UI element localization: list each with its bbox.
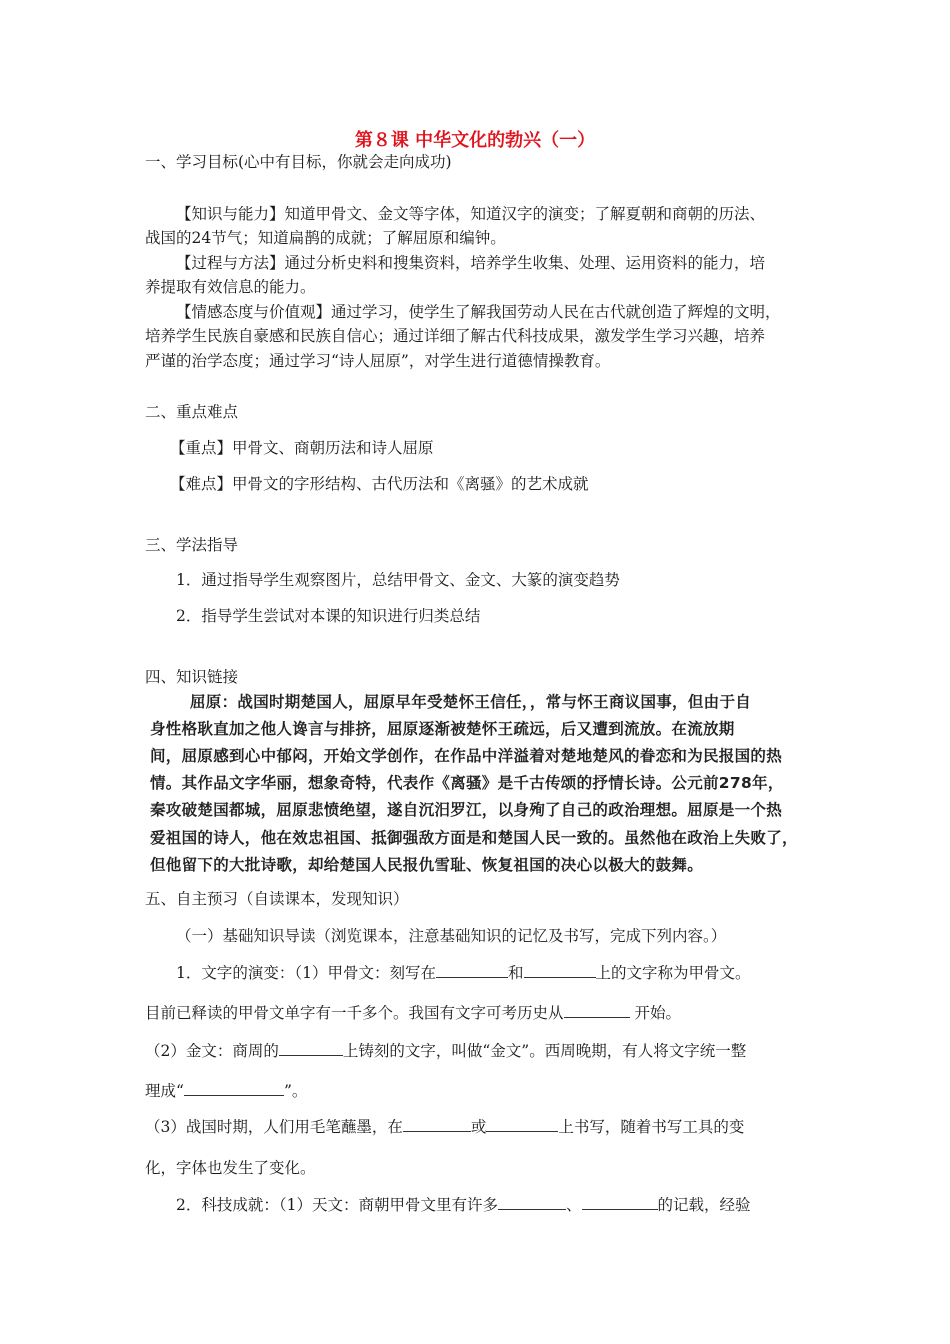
section-heading-self-study: 五、自主预习（自读课本，发现知识） bbox=[145, 890, 409, 908]
question-oracle-count bbox=[145, 1003, 681, 1023]
emotion-values-line-3: 严谨的治学态度；通过学习“诗人屈原”，对学生进行道德情操教育。 bbox=[145, 352, 611, 370]
question-text: 理成“ bbox=[145, 1082, 184, 1100]
quyuan-paragraph-line-5: 秦攻破楚国都城，屈原悲愤绝望，遂自沉汨罗江，以身殉了自己的政治理想。屈原是一个热 bbox=[150, 801, 783, 819]
basic-knowledge-intro: （一）基础知识导读（浏览课本，注意基础知识的记忆及书写，完成下列内容。） bbox=[176, 927, 727, 945]
fill-blank[interactable] bbox=[524, 963, 596, 978]
question-text: 1．文字的演变：（1）甲骨文：刻写在 bbox=[176, 964, 436, 982]
question-warring-states-writing bbox=[145, 1117, 744, 1137]
question-text: 上书写，随着书写工具的变 bbox=[558, 1118, 745, 1136]
quyuan-paragraph-line-6: 爱祖国的诗人，他在效忠祖国、抵御强敌方面是和楚国人民一致的。虽然他在政治上失败了， bbox=[150, 829, 798, 847]
process-method-line-1: 【过程与方法】通过分析史料和搜集资料，培养学生收集、处理、运用资料的能力，培 bbox=[176, 254, 766, 272]
question-science-astronomy bbox=[176, 1195, 751, 1215]
quyuan-paragraph-line-3: 间，屈原感到心中郁闷，开始文学创作，在作品中洋溢着对楚地楚风的眷恋和为民报国的热 bbox=[150, 747, 783, 765]
fill-blank[interactable] bbox=[564, 1003, 630, 1018]
quyuan-paragraph-line-2: 身性格耿直加之他人谗言与排挤，屈原逐渐被楚怀王疏远，后又遭到流放。在流放期 bbox=[150, 720, 735, 738]
fill-blank[interactable] bbox=[184, 1081, 284, 1096]
question-writing-evolution bbox=[176, 963, 751, 983]
process-method-line-2: 养提取有效信息的能力。 bbox=[145, 278, 316, 296]
emotion-values-line-1: 【情感态度与价值观】通过学习，使学生了解我国劳动人民在古代就创造了辉煌的文明， bbox=[176, 303, 781, 321]
fill-blank[interactable] bbox=[486, 1117, 558, 1132]
question-text: 上铸刻的文字，叫做“金文”。西周晚期，有人将文字统一整 bbox=[342, 1042, 747, 1060]
emotion-values-line-2: 培养学生民族自豪感和民族自信心；通过详细了解古代科技成果，激发学生学习兴趣，培养 bbox=[145, 327, 766, 345]
section-heading-knowledge-link: 四、知识链接 bbox=[145, 668, 239, 686]
quyuan-paragraph-line-1: 屈原：战国时期楚国人，屈原早年受楚怀王信任，，常与怀王商议国事，但由于自 bbox=[190, 693, 752, 711]
lesson-title: 第８课 中华文化的勃兴（一） bbox=[354, 130, 596, 151]
question-text: 或 bbox=[470, 1118, 487, 1136]
knowledge-ability-line-1: 【知识与能力】知道甲骨文、金文等字体，知道汉字的演变；了解夏朝和商朝的历法、 bbox=[176, 205, 766, 223]
study-guide-item-2: 2．指导学生尝试对本课的知识进行归类总结 bbox=[176, 607, 481, 625]
knowledge-ability-line-2: 战国的24节气；知道扁鹊的成就；了解屈原和编钟。 bbox=[145, 229, 506, 247]
question-script-change: 化，字体也发生了变化。 bbox=[145, 1159, 316, 1177]
fill-blank[interactable] bbox=[498, 1195, 566, 1210]
difficulty-text: 【难点】甲骨文的字形结构、古代历法和《离骚》的艺术成就 bbox=[170, 475, 589, 493]
study-guide-item-1: 1．通过指导学生观察图片，总结甲骨文、金文、大篆的演变趋势 bbox=[176, 571, 620, 589]
quyuan-paragraph-line-4: 情。其作品文字华丽，想象奇特，代表作《离骚》是千古传颂的抒情长诗。公元前278年， bbox=[150, 774, 784, 792]
question-text: 2．科技成就：（1）天文：商朝甲骨文里有许多 bbox=[176, 1196, 498, 1214]
section-heading-key-points: 二、重点难点 bbox=[145, 403, 239, 421]
question-text: 目前已释读的甲骨文单字有一千多个。我国有文字可考历史从 bbox=[145, 1004, 564, 1022]
quyuan-paragraph-line-7: 但他留下的大批诗歌，却给楚国人民报仇雪耻、恢复祖国的决心以极大的鼓舞。 bbox=[150, 856, 704, 874]
question-bronze-script bbox=[145, 1041, 746, 1061]
question-text: ”。 bbox=[283, 1082, 308, 1100]
fill-blank[interactable] bbox=[582, 1195, 658, 1210]
fill-blank[interactable] bbox=[436, 963, 508, 978]
question-unified-script bbox=[145, 1081, 307, 1101]
question-text: 开始。 bbox=[629, 1004, 681, 1022]
key-point-text: 【重点】甲骨文、商朝历法和诗人屈原 bbox=[170, 439, 434, 457]
question-text: 的记载，经验 bbox=[657, 1196, 751, 1214]
question-text: 、 bbox=[565, 1196, 582, 1214]
section-heading-study-guide: 三、学法指导 bbox=[145, 536, 239, 554]
section-heading-goals: 一、学习目标(心中有目标，你就会走向成功) bbox=[145, 153, 452, 171]
question-text: （2）金文：商周的 bbox=[145, 1042, 279, 1060]
fill-blank[interactable] bbox=[403, 1117, 471, 1132]
question-text: 上的文字称为甲骨文。 bbox=[595, 964, 751, 982]
question-text: 和 bbox=[507, 964, 524, 982]
question-text: （3）战国时期，人们用毛笔蘸墨，在 bbox=[145, 1118, 403, 1136]
fill-blank[interactable] bbox=[279, 1041, 343, 1056]
